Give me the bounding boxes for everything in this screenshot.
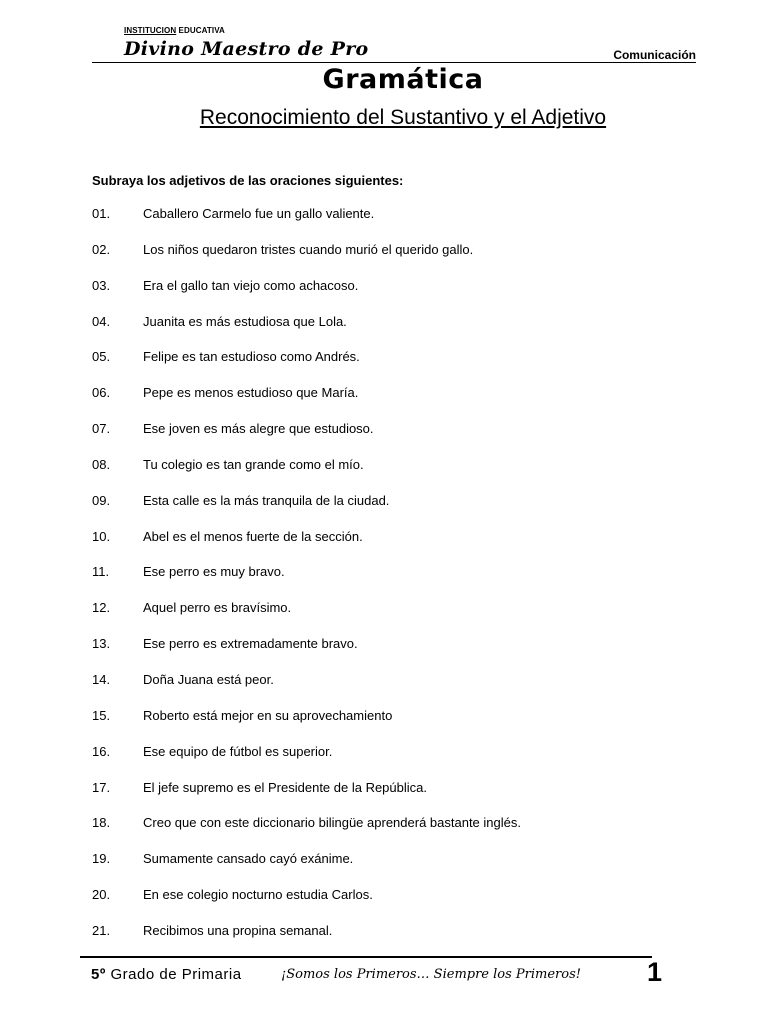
- item-sentence: Sumamente cansado cayó exánime.: [143, 851, 354, 867]
- footer-grade: [91, 966, 242, 983]
- item-number: 04.: [92, 313, 111, 329]
- school-name: Divino Maestro de Pro: [124, 38, 369, 60]
- list-item: [92, 349, 521, 385]
- item-sentence: Aquel perro es bravísimo.: [143, 600, 292, 616]
- footer-divider: [80, 956, 652, 958]
- list-item: [92, 421, 521, 457]
- exercise-list: [92, 206, 521, 959]
- page-subtitle: Reconocimiento del Sustantivo y el Adjetivo: [199, 106, 607, 129]
- item-sentence: Caballero Carmelo fue un gallo valiente.: [143, 206, 375, 221]
- list-item: [92, 493, 521, 529]
- item-number: 11.: [92, 564, 110, 580]
- item-sentence: Ese joven es más alegre que estudioso.: [143, 421, 374, 437]
- list-item: [92, 923, 521, 959]
- item-sentence: Esta calle es la más tranquila de la ciudad.: [143, 492, 390, 508]
- list-item: [92, 206, 521, 242]
- list-item: [92, 529, 521, 565]
- item-number: 02.: [92, 241, 111, 257]
- list-item: [92, 457, 521, 493]
- item-number: 17.: [92, 779, 111, 795]
- item-number: 12.: [92, 600, 111, 616]
- item-sentence: Roberto está mejor en su aprovechamiento: [143, 707, 393, 723]
- item-sentence: Abel es el menos fuerte de la sección.: [143, 528, 363, 544]
- item-number: 01.: [92, 206, 111, 221]
- item-number: 20.: [92, 887, 111, 903]
- item-sentence: Doña Juana está peor.: [143, 671, 274, 687]
- exercise-instruction: Subraya los adjetivos de las oraciones siguientes:: [92, 173, 404, 188]
- list-item: [92, 600, 521, 636]
- item-number: 03.: [92, 277, 111, 293]
- item-number: 09.: [92, 492, 111, 508]
- item-sentence: Ese equipo de fútbol es superior.: [143, 743, 333, 759]
- item-sentence: Pepe es menos estudioso que María.: [143, 385, 359, 401]
- item-sentence: Ese perro es muy bravo.: [143, 564, 285, 580]
- list-item: [92, 564, 521, 600]
- list-item: [92, 887, 521, 923]
- institution-label-part2: EDUCATIVA: [178, 26, 225, 35]
- list-item: [92, 314, 521, 350]
- item-number: 06.: [92, 385, 111, 401]
- item-number: 08.: [92, 456, 111, 472]
- item-number: 05.: [92, 349, 111, 365]
- item-number: 14.: [92, 671, 111, 687]
- grade-text: Grado de Primaria: [110, 966, 242, 983]
- item-sentence: Recibimos una propina semanal.: [143, 922, 333, 938]
- item-sentence: En ese colegio nocturno estudia Carlos.: [143, 887, 373, 903]
- list-item: [92, 242, 521, 278]
- header-divider: [92, 62, 696, 63]
- item-number: 16.: [92, 743, 111, 759]
- item-number: 07.: [92, 421, 111, 437]
- item-sentence: Juanita es más estudiosa que Lola.: [143, 313, 347, 329]
- institution-label: [124, 26, 225, 35]
- item-number: 19.: [92, 851, 111, 867]
- footer-slogan: ¡Somos los Primeros… Siempre los Primeros!: [281, 967, 581, 982]
- list-item: [92, 636, 521, 672]
- page-number: 1: [647, 957, 663, 987]
- item-number: 21.: [92, 922, 111, 938]
- list-item: [92, 708, 521, 744]
- item-sentence: Era el gallo tan viejo como achacoso.: [143, 277, 359, 293]
- item-sentence: Felipe es tan estudioso como Andrés.: [143, 349, 360, 365]
- item-sentence: Los niños quedaron tristes cuando murió el querido gallo.: [143, 241, 474, 257]
- list-item: [92, 385, 521, 421]
- item-number: 18.: [92, 815, 111, 831]
- list-item: [92, 278, 521, 314]
- institution-label-part1: INSTITUCION: [124, 26, 177, 35]
- page-title: Gramática: [322, 64, 484, 95]
- list-item: [92, 815, 521, 851]
- list-item: [92, 672, 521, 708]
- item-sentence: El jefe supremo es el Presidente de la República.: [143, 779, 427, 795]
- item-sentence: Creo que con este diccionario bilingüe aprenderá bastante inglés.: [143, 815, 521, 831]
- item-number: 13.: [92, 636, 111, 652]
- item-number: 10.: [92, 528, 111, 544]
- grade-number: 5º: [91, 966, 106, 983]
- list-item: [92, 780, 521, 816]
- list-item: [92, 744, 521, 780]
- item-sentence: Ese perro es extremadamente bravo.: [143, 636, 358, 652]
- list-item: [92, 851, 521, 887]
- item-number: 15.: [92, 707, 111, 723]
- item-sentence: Tu colegio es tan grande como el mío.: [143, 456, 364, 472]
- subject-label: Comunicación: [613, 48, 696, 62]
